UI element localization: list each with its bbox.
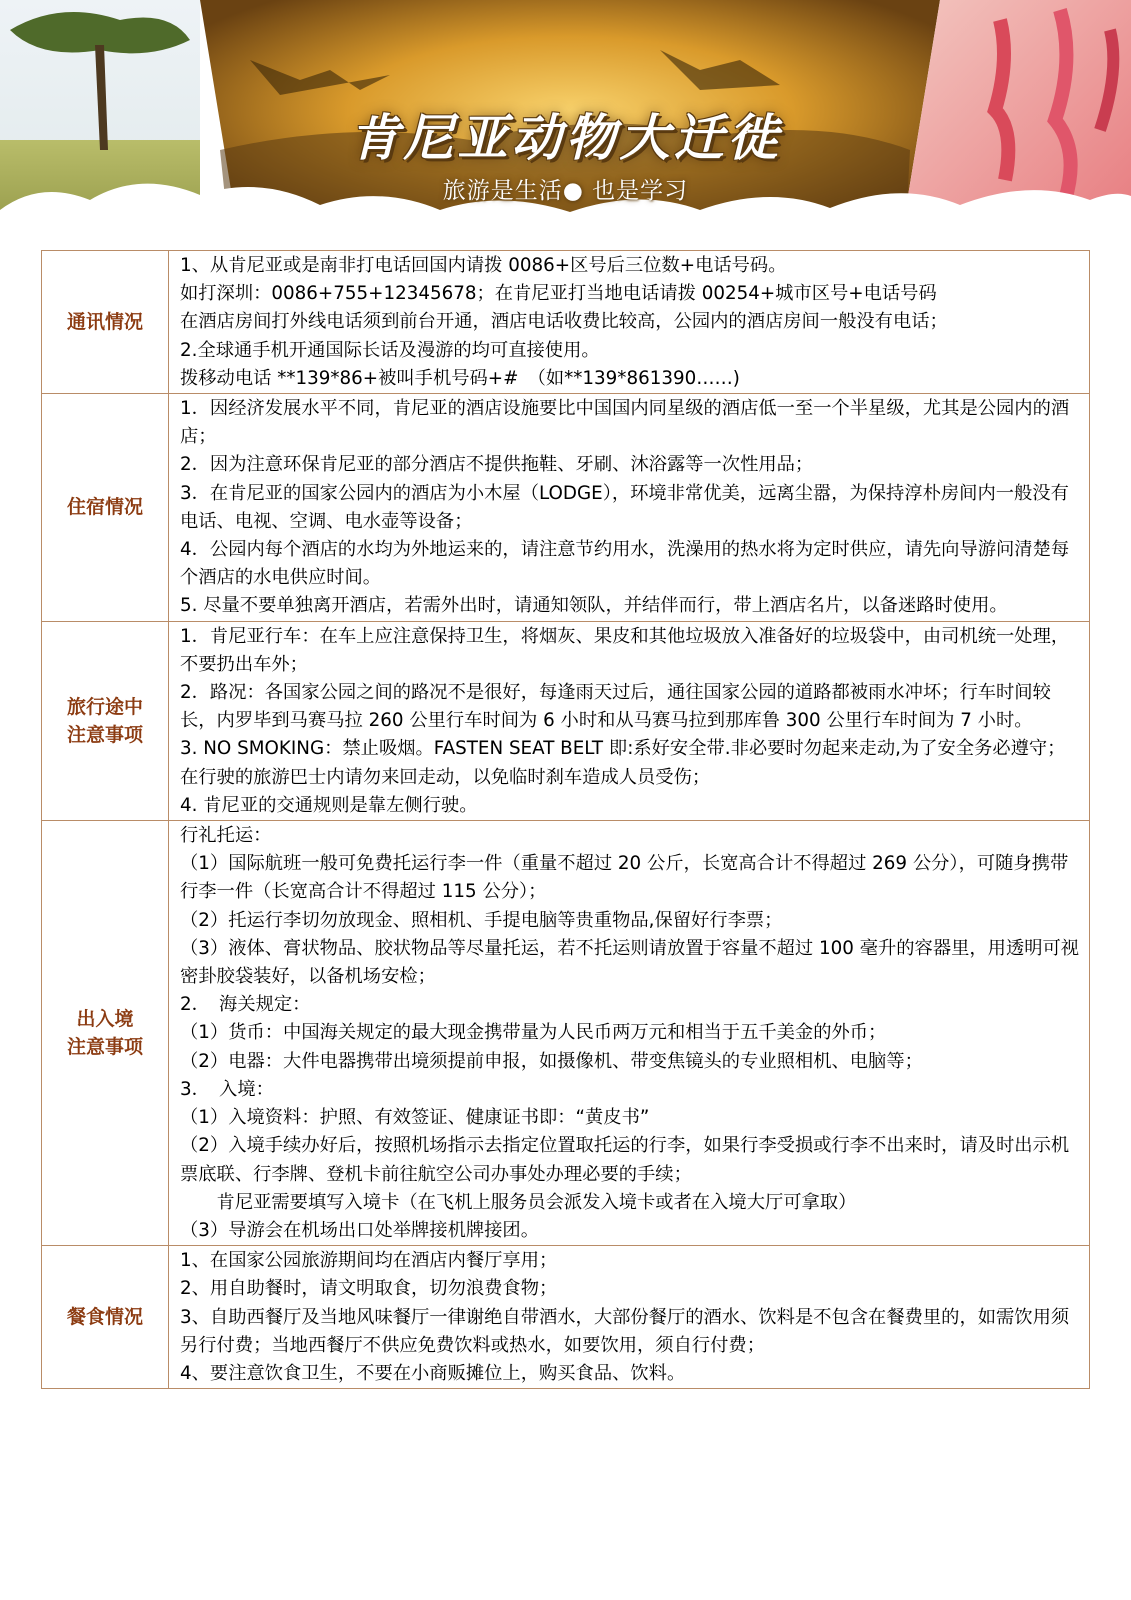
content-line: 2.全球通手机开通国际长话及漫游的均可直接使用。 <box>180 339 600 361</box>
content-line: （1）国际航班一般可免费托运行李一件（重量不超过 20 公斤，长宽高合计不得超过 269 公分），可随身携带行李一件（长宽高合计不得超过 115 公分）； <box>180 853 1069 903</box>
content-line: （3）液体、膏状物品、胶状物品等尽量托运，若不托运则请放置于容量不超过 100 毫升的容器里，用透明可视密卦胶袋装好，以备机场安检； <box>180 937 1080 988</box>
content-line: 3．在肯尼亚的国家公园内的酒店为小木屋（LODGE），环境非常优美，远离尘嚣，为保持淳朴房间内一般没有电话、电视、空调、电水壶等设备； <box>180 482 1069 532</box>
content-line: （1）入境资料：护照、有效签证、健康证书即：“黄皮书” <box>180 1107 650 1129</box>
category-label: 注意事项 <box>66 723 143 746</box>
content-line: 3. NO SMOKING：禁止吸烟。FASTEN SEAT BELT 即:系好安全带.非必要时勿起来走动,为了安全务必遵守；在行驶的旅游巴士内请勿来回走动，以免临时刹车造成人员受伤； <box>180 738 1066 788</box>
content-line: （2）入境手续办好后，按照机场指示去指定位置取托运的行李，如果行李受损或行李不出来时，请及时出示机票底联、行李牌、登机卡前往航空公司办事处办理必要的手续； <box>180 1135 1070 1185</box>
category-label: 注意事项 <box>66 1036 143 1059</box>
content-line: 1、在国家公园旅游期间均在酒店内餐厅享用； <box>180 1250 558 1272</box>
content-cell <box>169 394 1090 622</box>
table-row <box>42 821 1090 1246</box>
content-line: 行礼托运： <box>180 825 272 847</box>
content-line: （2）托运行李切勿放现金、照相机、手提电脑等贵重物品,保留好行李票； <box>180 909 783 931</box>
content-line: 5. 尽量不要单独离开酒店，若需外出时，请通知领队，并结伴而行，带上酒店名片，以备迷路时使用。 <box>180 595 1008 617</box>
content-cell <box>169 251 1090 394</box>
table-row <box>42 251 1090 394</box>
content-line: （3）导游会在机场出口处举牌接机牌接团。 <box>180 1219 539 1241</box>
content-line: 4. 肯尼亚的交通规则是靠左侧行驶。 <box>180 794 478 816</box>
content-line: 2．因为注意环保肯尼亚的部分酒店不提供拖鞋、牙刷、沐浴露等一次性用品； <box>180 454 814 476</box>
category-cell <box>42 251 169 394</box>
content-line: 拨移动电话 **139*86+被叫手机号码+# （如**139*861390……) <box>180 367 740 389</box>
content-line: （2）电器：大件电器携带出境须提前申报，如摄像机、带变焦镜头的专业照相机、电脑等； <box>180 1050 923 1072</box>
content-line: 3、自助西餐厅及当地风味餐厅一律谢绝自带酒水，大部份餐厅的酒水、饮料是不包含在餐费里的，如需饮用须另行付费；当地西餐厅不供应免费饮料或热水，如要饮用，须自行付费； <box>180 1306 1070 1356</box>
content-line: 肯尼亚需要填写入境卡（在飞机上服务员会派发入境卡或者在入境大厅可拿取） <box>180 1191 857 1213</box>
category-cell <box>42 621 169 820</box>
category-label: 住宿情况 <box>66 496 143 519</box>
content-cell <box>169 1246 1090 1389</box>
content-line: 2． 海关规定： <box>180 994 311 1016</box>
content-cell <box>169 621 1090 820</box>
category-label: 餐食情况 <box>66 1306 143 1329</box>
category-label: 通讯情况 <box>66 311 143 333</box>
table-row <box>42 1246 1090 1389</box>
content-line: 2．路况：各国家公园之间的路况不是很好，每逢雨天过后，通往国家公园的道路都被雨水冲坏；行车时间较长，内罗毕到马赛马拉 260 公里行车时间为 6 小时和从马赛马拉到那库鲁 300 公里行车时间为 7 小时。 <box>180 682 1051 732</box>
content-line: 2、用自助餐时，请文明取食，切勿浪费食物； <box>180 1278 558 1300</box>
content-line: 1、从肯尼亚或是南非打电话回国内请拨 0086+区号后三位数+电话号码。 <box>180 255 787 276</box>
banner-subtitle: 旅游是生活● 也是学习 <box>442 178 689 204</box>
content-line: 4．公园内每个酒店的水均为外地运来的，请注意节约用水，洗澡用的热水将为定时供应，请先向导游问清楚每个酒店的水电供应时间。 <box>180 539 1070 589</box>
content-line: （1）货币：中国海关规定的最大现金携带量为人民币两万元和相当于五千美金的外币； <box>180 1022 887 1044</box>
content-line: 如打深圳：0086+755+12345678；在肯尼亚打当地电话请拨 00254+城市区号+电话号码 <box>180 283 937 305</box>
content-line: 3． 入境： <box>180 1078 274 1100</box>
content-line: 4、要注意饮食卫生，不要在小商贩摊位上，购买食品、饮料。 <box>180 1362 686 1384</box>
banner-title: 肯尼亚动物大迁徙 <box>349 109 782 167</box>
table-row <box>42 621 1090 820</box>
content-line: 1．肯尼亚行车：在车上应注意保持卫生，将烟灰、果皮和其他垃圾放入准备好的垃圾袋中，由司机统一处理，不要扔出车外； <box>180 625 1070 675</box>
content-line: 1．因经济发展水平不同，肯尼亚的酒店设施要比中国国内同星级的酒店低一至一个半星级，尤其是公园内的酒店； <box>180 398 1070 448</box>
category-label: 旅行途中 <box>66 695 143 718</box>
content-cell <box>169 821 1090 1246</box>
category-cell <box>42 1246 169 1389</box>
category-cell <box>42 394 169 622</box>
header-banner <box>0 0 1131 245</box>
category-cell <box>42 821 169 1246</box>
table-row <box>42 394 1090 622</box>
info-table <box>41 250 1090 1389</box>
category-label: 出入境 <box>76 1008 134 1031</box>
content-line: 在酒店房间打外线电话须到前台开通，酒店电话收费比较高，公园内的酒店房间一般没有电话； <box>180 311 948 333</box>
